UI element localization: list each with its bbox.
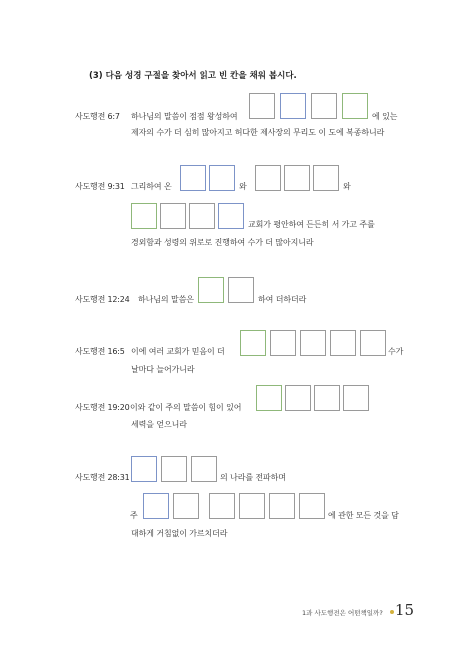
q2-blank-9[interactable] xyxy=(218,203,244,229)
q6-blank-8[interactable] xyxy=(269,493,295,519)
q4-blank-4[interactable] xyxy=(330,330,356,356)
q6-blank-1[interactable] xyxy=(131,456,157,482)
q2-reference: 사도행전 9:31 xyxy=(75,182,125,191)
q3-blank-2[interactable] xyxy=(228,277,254,303)
q6-blank-9[interactable] xyxy=(299,493,325,519)
q6-blank-5[interactable] xyxy=(173,493,199,519)
q2-blank-3[interactable] xyxy=(255,165,281,191)
q6-blank-2[interactable] xyxy=(161,456,187,482)
q1-text-line2: 제자의 수가 더 심히 많아지고 허다한 제사장의 무리도 이 도에 복종하니라 xyxy=(131,128,385,137)
q3-reference: 사도행전 12:24 xyxy=(75,295,130,304)
q2-blank-1[interactable] xyxy=(180,165,206,191)
q2-blank-7[interactable] xyxy=(160,203,186,229)
q2-blank-5[interactable] xyxy=(313,165,339,191)
q1-text-after: 에 있는 xyxy=(372,112,398,121)
q3-text-after: 하여 더하더라 xyxy=(258,295,307,304)
q1-blank-1[interactable] xyxy=(249,93,275,119)
q3-blank-1[interactable] xyxy=(198,277,224,303)
q6-text-after: 의 나라를 전파하며 xyxy=(220,473,286,482)
q5-blank-3[interactable] xyxy=(314,385,340,411)
q2-blank-4[interactable] xyxy=(284,165,310,191)
q4-blank-5[interactable] xyxy=(360,330,386,356)
q2-text-end: 와 xyxy=(343,182,351,191)
exercise-title: (3) 다음 성경 구절을 찾아서 읽고 빈 칸을 채워 봅시다. xyxy=(89,71,297,81)
footer-chapter-title: 1과 사도행전은 어떤책일까? xyxy=(302,609,383,617)
q6-text-lead: 주 xyxy=(130,511,138,520)
q5-blank-4[interactable] xyxy=(343,385,369,411)
q2-text-mid: 와 xyxy=(239,182,247,191)
q4-text-line1: 이에 여러 교회가 믿음이 더 xyxy=(131,347,225,356)
q2-text-line1: 그리하여 온 xyxy=(131,182,172,191)
footer-dot-icon xyxy=(390,610,394,614)
q3-text-line1: 하나님의 말씀은 xyxy=(138,295,194,304)
q5-text-line2: 세력을 얻으니라 xyxy=(131,420,187,429)
q5-text-line1: 이와 같이 주의 말씀이 힘이 있어 xyxy=(130,403,242,412)
q6-blank-7[interactable] xyxy=(239,493,265,519)
q4-text-line2: 날마다 늘어가니라 xyxy=(131,365,195,374)
q4-blank-3[interactable] xyxy=(300,330,326,356)
q4-blank-2[interactable] xyxy=(270,330,296,356)
q2-blank-2[interactable] xyxy=(209,165,235,191)
q4-text-after: 수가 xyxy=(388,347,404,356)
q2-text-after: 교회가 평안하여 든든히 서 가고 주를 xyxy=(248,220,375,229)
q2-blank-6[interactable] xyxy=(131,203,157,229)
q5-reference: 사도행전 19:20 xyxy=(75,403,130,412)
q5-blank-2[interactable] xyxy=(285,385,311,411)
q1-text-line1: 하나님의 말씀이 점점 왕성하여 xyxy=(131,112,238,121)
q2-text-line3: 경외함과 성령의 위로로 진행하여 수가 더 많아지니라 xyxy=(131,238,314,247)
q6-blank-3[interactable] xyxy=(191,456,217,482)
q5-blank-1[interactable] xyxy=(256,385,282,411)
page-number: 15 xyxy=(395,601,415,619)
q1-reference: 사도행전 6:7 xyxy=(75,112,120,121)
q4-reference: 사도행전 16:5 xyxy=(75,347,125,356)
q1-blank-4[interactable] xyxy=(342,93,368,119)
q6-blank-4[interactable] xyxy=(143,493,169,519)
q2-blank-8[interactable] xyxy=(189,203,215,229)
q6-reference: 사도행전 28:31 xyxy=(75,473,130,482)
q6-text-line3: 대하게 거침없이 가르치더라 xyxy=(131,529,228,538)
q1-blank-2[interactable] xyxy=(280,93,306,119)
q1-blank-3[interactable] xyxy=(311,93,337,119)
q6-blank-6[interactable] xyxy=(209,493,235,519)
q6-text-after2: 에 관한 모든 것을 담 xyxy=(328,511,399,520)
q4-blank-1[interactable] xyxy=(240,330,266,356)
